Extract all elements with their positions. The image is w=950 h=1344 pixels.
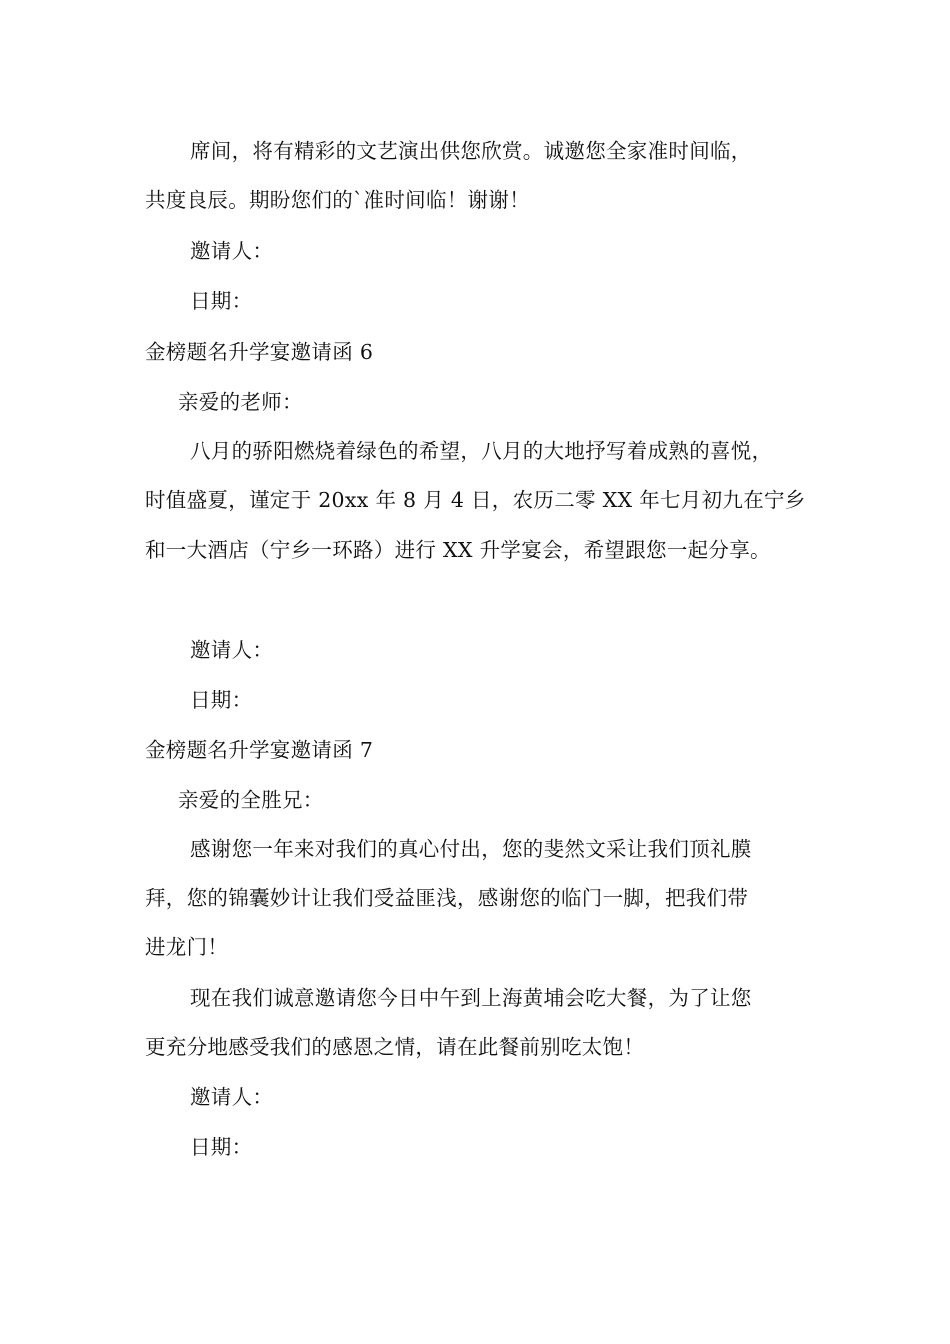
- paragraph-line: 时值盛夏，谨定于 20xx 年 8 月 4 日，农历二零 XX 年七月初九在宁乡: [145, 488, 806, 512]
- date-label: 日期：: [190, 289, 253, 313]
- salutation: 亲爱的全胜兄：: [178, 788, 324, 812]
- paragraph-line: 和一大酒店（宁乡一环路）进行 XX 升学宴会，希望跟您一起分享。: [145, 538, 771, 562]
- paragraph-line: 拜，您的锦囊妙计让我们受益匪浅，感谢您的临门一脚，把我们带: [145, 886, 749, 910]
- date-label: 日期：: [190, 688, 253, 712]
- date-label: 日期：: [190, 1135, 253, 1159]
- paragraph-line: 感谢您一年来对我们的真心付出，您的斐然文采让我们顶礼膜: [190, 837, 752, 861]
- section-title: 金榜题名升学宴邀请函 6: [145, 340, 374, 364]
- paragraph-line: 席间，将有精彩的文艺演出供您欣赏。诚邀您全家准时间临，: [190, 139, 752, 163]
- paragraph-line: 进龙门！: [145, 935, 229, 959]
- paragraph-line: 更充分地感受我们的感恩之情，请在此餐前别吃太饱！: [145, 1035, 645, 1059]
- salutation: 亲爱的老师：: [178, 390, 303, 414]
- paragraph-line: 现在我们诚意邀请您今日中午到上海黄埔会吃大餐，为了让您: [190, 986, 752, 1010]
- inviter-label: 邀请人：: [190, 638, 274, 662]
- paragraph-line: 共度良辰。期盼您们的`准时间临！谢谢！: [145, 188, 530, 212]
- paragraph-line: 八月的骄阳燃烧着绿色的希望，八月的大地抒写着成熟的喜悦，: [190, 439, 773, 463]
- section-title: 金榜题名升学宴邀请函 7: [145, 738, 374, 762]
- inviter-label: 邀请人：: [190, 1085, 274, 1109]
- inviter-label: 邀请人：: [190, 239, 274, 263]
